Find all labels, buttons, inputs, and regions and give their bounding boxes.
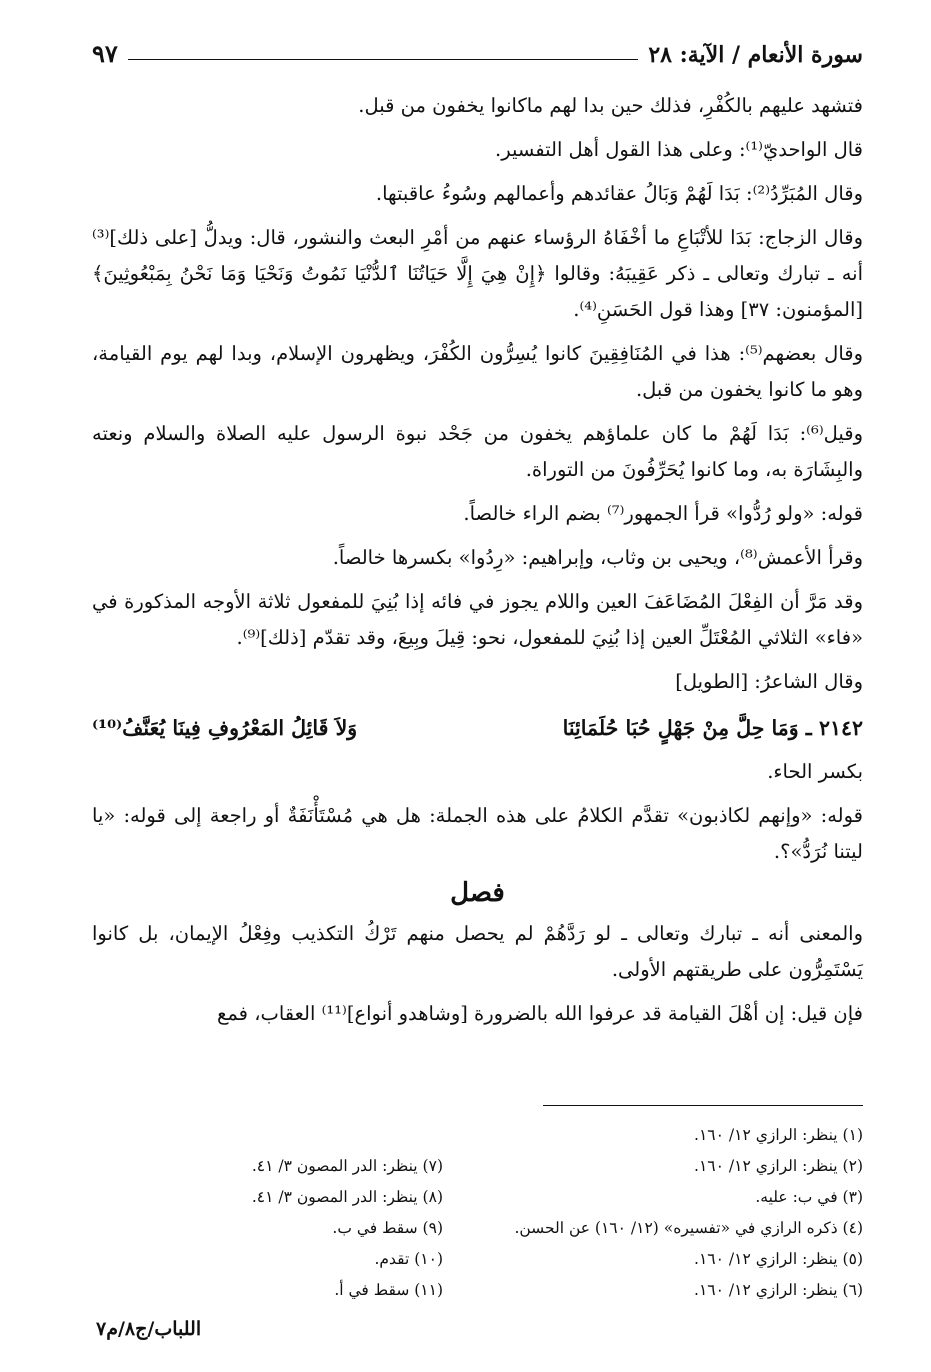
footnote-item: (١٠) تقدم. xyxy=(374,1250,443,1268)
body-text xyxy=(92,88,863,1032)
paragraph: فإن قيل: إن أهْلَ القيامة قد عرفوا الله بالضرورة [وشاهدو أنواع]⁽¹¹⁾ العقاب، فمع xyxy=(217,1002,863,1025)
footnote-item: (٩) سقط في ب. xyxy=(332,1219,443,1237)
footnote-item: (١١) سقط في أ. xyxy=(334,1281,443,1299)
header-rule xyxy=(128,59,639,60)
paragraph: قوله: «وإنهم لكاذبون» تقدَّم الكلامُ على هذه الجملة: هل هي مُسْتَأْنَفَةٌ أو راجعة إلى قوله: «يا ليتنا نُرَدُّ»؟. xyxy=(92,804,863,863)
paragraph: وقال بعضهم⁽⁵⁾: هذا في المُنَافِقِينَ كانوا يُسِرُّون الكُفْرَ، ويظهرون الإسلام، وبدا لهم يوم القيامة، وهو ما كانوا يخفون من قبل. xyxy=(92,342,864,401)
footnotes-left-column xyxy=(252,1120,443,1306)
footnote-item: (٥) ينظر: الرازي ١٢/ ١٦٠. xyxy=(694,1250,863,1268)
footnote-separator xyxy=(543,1105,863,1106)
footnote-item: (٨) ينظر: الدر المصون ٣/ ٤١. xyxy=(251,1188,443,1206)
page-header xyxy=(92,28,863,68)
paragraph: وقد مَرَّ أن الفِعْلَ المُضَاعَفَ العين واللام يجوز في فائه إذا بُنِيَ للمفعول ثلاثة الأوجه المذكورة في «فاء» الثلاثي المُعْتَلِّ العين إذا بُنِيَ للمفعول، نحو: قِيلَ وبِيعَ، وقد تقدّم [ذلك]⁽⁹⁾. xyxy=(92,590,863,649)
paragraph: والمعنى أنه ـ تبارك وتعالى ـ لو رَدَّهُمْ لم يحصل منهم تَرْكُ التكذيب وفِعْلُ الإيمان، بل كانوا يَسْتَمِرُّون على طريقتهم الأولى. xyxy=(92,922,863,981)
footnote-item: (١) ينظر: الرازي ١٢/ ١٦٠. xyxy=(694,1126,863,1144)
verse-first-hemistich: ٢١٤٢ ـ وَمَا حِلَّ مِنْ جَهْلٍ حُبَا حُلَمَائِنَا xyxy=(562,716,863,740)
paragraph: قوله: «ولو رُدُّوا» قرأ الجمهور⁽⁷⁾ بضم الراء خالصاً. xyxy=(463,502,863,525)
paragraph: وقيل⁽⁶⁾: بَدَا لَهُمْ ما كان علماؤهم يخفون من جَحْد نبوة الرسول عليه الصلاة والسلام ونعته والبِشَارَة به، وما كانوا يُحَرِّفُونَ من التوراة. xyxy=(92,422,863,481)
printer-signature: اللباب/ج٨/م٧ xyxy=(96,1318,202,1340)
footnote-item: (٢) ينظر: الرازي ١٢/ ١٦٠. xyxy=(694,1157,863,1175)
footnote-item: (٧) ينظر: الدر المصون ٣/ ٤١. xyxy=(251,1157,443,1175)
paragraph: وقال الزجاج: بَدَا للأتْبَاعِ ما أخْفَاهُ الرؤساء عنهم من أمْرِ البعث والنشور، قال: ويدلُّ [على ذلك]⁽³⁾ أنه ـ تبارك وتعالى ـ ذكر عَقِيبَهُ: وقالوا ﴿إِنْ هِيَ إِلَّا حَيَاتُنَا ٱلدُّنْيَا نَمُوتُ وَنَحْيَا وَمَا نَحْنُ بِمَبْعُوثِينَ﴾ [المؤمنون: ٣٧] وهذا قول الحَسَنِ⁽⁴⁾. xyxy=(92,226,863,321)
footnote-item: (٦) ينظر: الرازي ١٢/ ١٦٠. xyxy=(694,1281,863,1299)
footnote-item: (٤) ذكره الرازي في «تفسيره» (١٢/ ١٦٠) عن الحسن. xyxy=(514,1219,863,1237)
section-heading: فصل xyxy=(450,878,505,908)
paragraph: فتشهد عليهم بالكُفْرِ، فذلك حين بدا لهم ماكانوا يخفون من قبل. xyxy=(358,94,863,117)
paragraph: وقال الشاعرُ: [الطويل] xyxy=(675,670,863,693)
footnotes xyxy=(92,1120,863,1306)
poetry-verse xyxy=(92,708,863,748)
page-number: ٩٧ xyxy=(92,39,118,68)
paragraph: وقرأ الأعمش⁽⁸⁾، ويحيى بن وثاب، وإبراهيم: «رِدُوا» بكسرها خالصاً. xyxy=(332,546,863,569)
footnotes-right-column xyxy=(443,1120,863,1306)
verse-second-hemistich: وَلاَ قَائِلُ المَعْرُوفِ فِينَا يُعَنَّفُ⁽¹⁰⁾ xyxy=(92,716,358,740)
paragraph: وقال المُبَرِّدُ⁽²⁾: بَدَا لَهُمْ وَبَالُ عقائدهم وأعمالهم وسُوءُ عاقبتها. xyxy=(375,182,863,205)
running-head: سورة الأنعام / الآية: ٢٨ xyxy=(648,42,863,68)
paragraph: قال الواحديّ⁽¹⁾: وعلى هذا القول أهل التفسير. xyxy=(495,138,863,161)
footnote-item: (٣) في ب: عليه. xyxy=(755,1188,863,1206)
verse-comment: بكسر الحاء. xyxy=(767,760,863,783)
